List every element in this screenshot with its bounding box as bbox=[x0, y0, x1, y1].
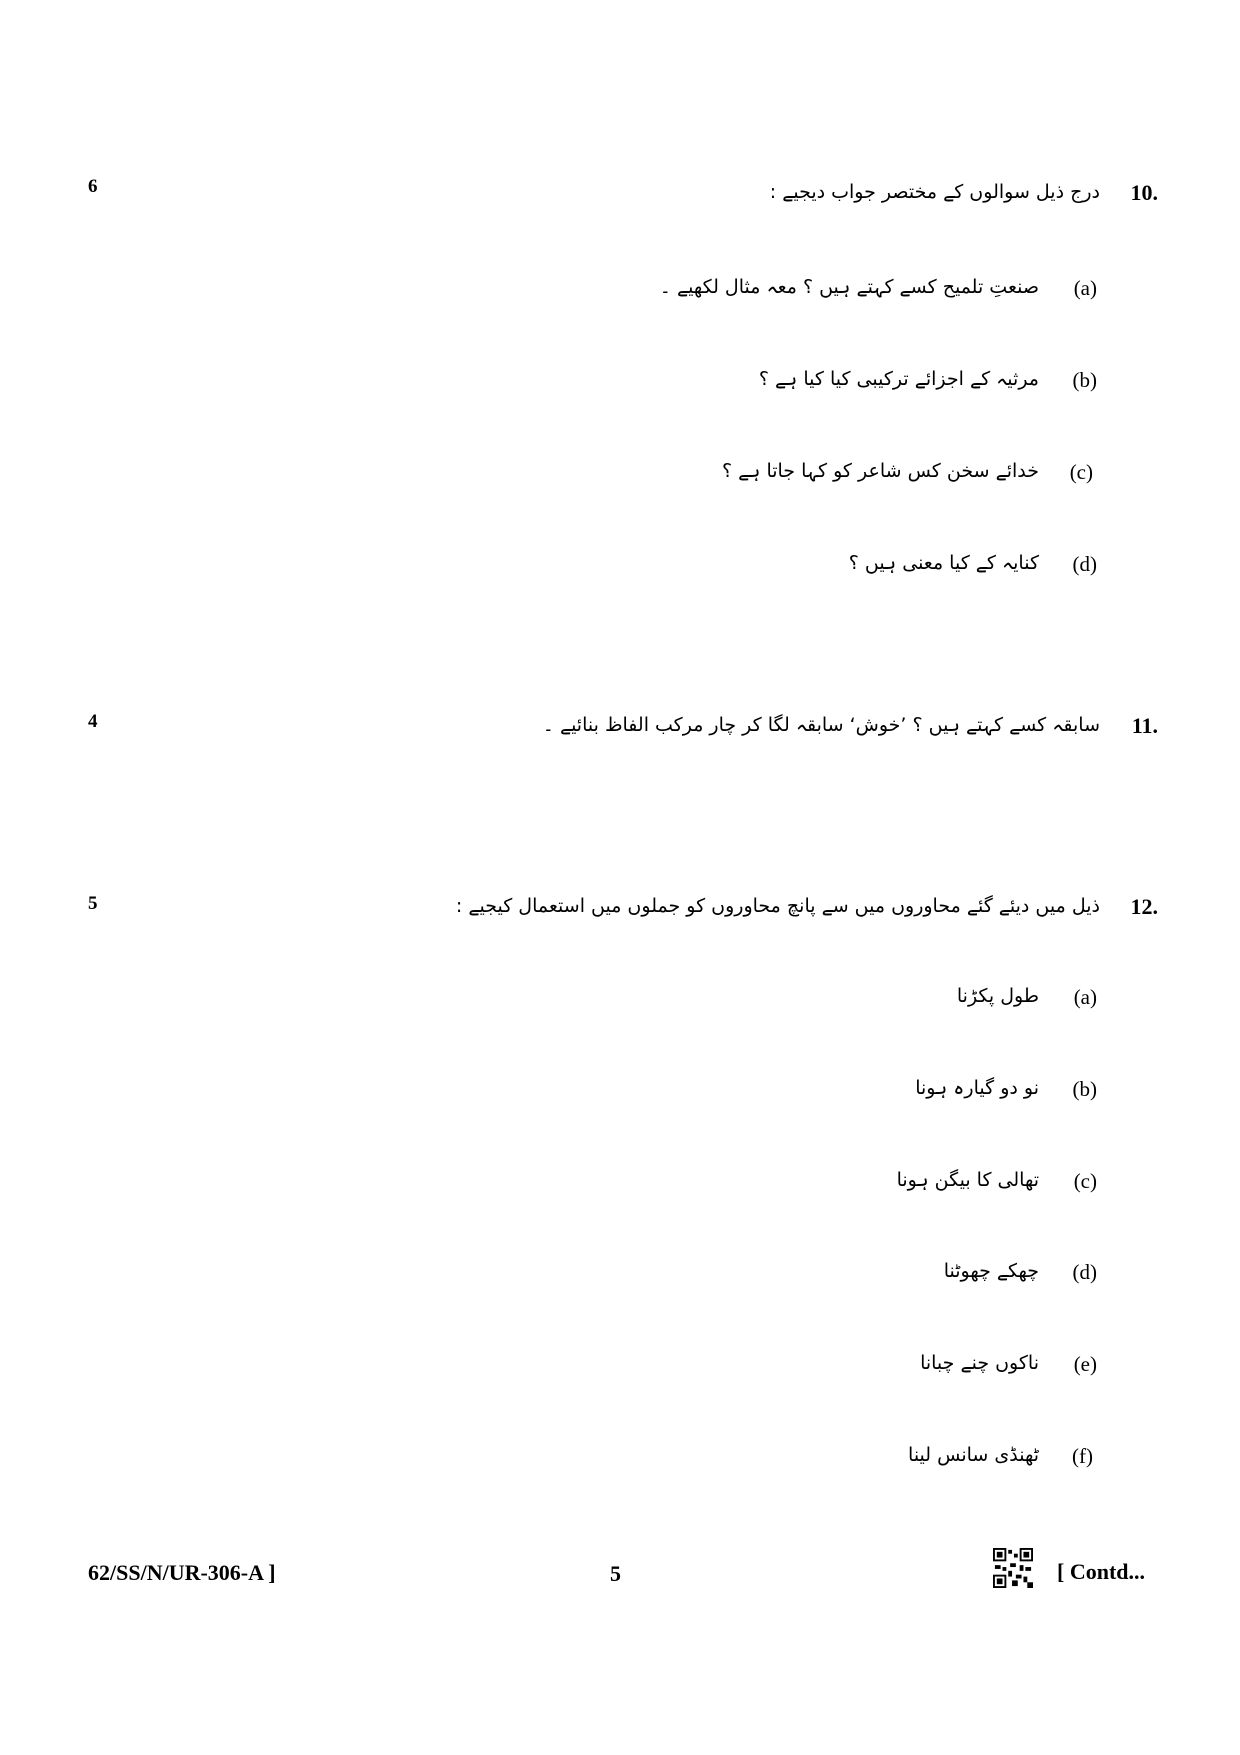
qr-code-icon bbox=[993, 1548, 1033, 1592]
part-text-12b: نو دو گیارہ ہونا bbox=[915, 1077, 1039, 1099]
part-text-10b: مرثیہ کے اجزائے ترکیبی کیا کیا ہے ؟ bbox=[758, 368, 1039, 390]
part-label-10d: (d) bbox=[1072, 552, 1097, 576]
part-text-10c: خدائے سخن کس شاعر کو کہا جاتا ہے ؟ bbox=[722, 460, 1039, 482]
question-text-12: ذیل میں دیئے گئے محاوروں میں سے پانچ محاوروں کو جملوں میں استعمال کیجیے : bbox=[455, 895, 1100, 917]
part-label-10b: (b) bbox=[1072, 368, 1097, 392]
page-number: 5 bbox=[610, 1561, 621, 1586]
question-text-11: سابقہ کسے کہتے ہیں ؟ ’خوش‘ سابقہ لگا کر چار مرکب الفاظ بنائیے ۔ bbox=[542, 714, 1100, 736]
part-label-10c: (c) bbox=[1069, 460, 1093, 484]
marks-q11: 4 bbox=[88, 711, 98, 732]
part-label-12d: (d) bbox=[1072, 1260, 1097, 1284]
part-text-12a: طول پکڑنا bbox=[956, 985, 1039, 1007]
part-label-12a: (a) bbox=[1073, 985, 1097, 1009]
part-text-12e: ناکوں چنے چبانا bbox=[920, 1352, 1039, 1374]
question-number-10: 10. bbox=[1130, 180, 1158, 205]
part-text-12f: ٹھنڈی سانس لینا bbox=[908, 1444, 1039, 1466]
question-number-11: 11. bbox=[1131, 713, 1158, 738]
part-label-12e: (e) bbox=[1073, 1352, 1097, 1376]
part-label-10a: (a) bbox=[1073, 276, 1097, 300]
part-label-12b: (b) bbox=[1072, 1077, 1097, 1101]
question-number-12: 12. bbox=[1130, 894, 1158, 919]
part-label-12c: (c) bbox=[1073, 1169, 1097, 1193]
question-text-10: درج ذیل سوالوں کے مختصر جواب دیجیے : bbox=[769, 181, 1100, 203]
part-text-12c: تھالی کا بیگن ہونا bbox=[896, 1169, 1039, 1191]
part-text-10d: کنایہ کے کیا معنی ہیں ؟ bbox=[848, 552, 1039, 574]
marks-q12: 5 bbox=[88, 893, 98, 914]
part-text-12d: چھکے چھوٹنا bbox=[943, 1260, 1039, 1282]
marks-q10: 6 bbox=[88, 176, 98, 197]
continued-label: [ Contd... bbox=[1057, 1559, 1146, 1584]
part-text-10a: صنعتِ تلمیح کسے کہتے ہیں ؟ معہ مثال لکھیے ۔ bbox=[659, 276, 1039, 298]
paper-code: 62/SS/N/UR-306-A ] bbox=[88, 1560, 276, 1585]
part-label-12f: (f) bbox=[1072, 1444, 1093, 1468]
